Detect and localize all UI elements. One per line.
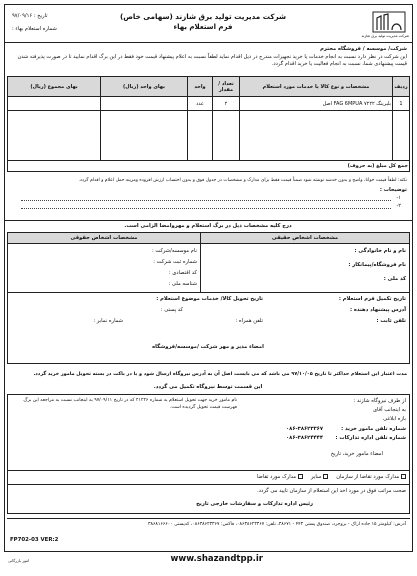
field-full-name: نام و نام خانوادگی :	[354, 248, 406, 254]
buyer-phone: ۰۸۶-۳۸۶۲۳۳۶۷	[286, 426, 323, 432]
document-options	[257, 474, 406, 481]
procurement-phone: ۰۸۶-۳۸۶۲۴۴۴۴	[286, 435, 323, 441]
divider	[4, 42, 413, 43]
plant-assignee: به اینجانب آقای	[372, 407, 406, 413]
field-fax: شماره نمابر :	[93, 318, 123, 324]
cell-total[interactable]	[8, 97, 101, 111]
intro-text: این شرکت در نظر دارد نسبت به انجام خدمات یا خرید تجهیزات مندرج در ذیل اقدام نماید لطفاً نسبت به اعلام پیشنهاد قیمت خود فقط در این برگ اقدام نمایید تا در صورت پذیرفته شدن قیمت پیشنهادی شما، نسبت به انجام فعالیت یا خرید اقدام گردد.	[17, 54, 407, 68]
real-persons-header: مشخصات اشخاص حقیقی	[200, 232, 410, 244]
cell-qty: ۲	[213, 97, 240, 111]
table-row	[8, 97, 410, 111]
website-watermark[interactable]: www.shazandtpp.ir	[170, 554, 263, 564]
field-national-id: کد ملی :	[383, 276, 406, 282]
field-mobile: تلفن همراه :	[235, 318, 263, 324]
col-unit: واحد	[188, 77, 213, 97]
col-total: بهای مجموع (ریال)	[8, 77, 101, 97]
department-signature: رئیس اداره تدارکات و سفارشات خارجی تاریخ	[196, 501, 313, 507]
plant-note: نام مامور خرید جهت تحویل استعلام به شماره ۲۱۲۲۶ که در تاریخ ۹۷/۰۹/۱۱ به اینجانب نسبت به مراجعه این برگ فهرست قیمت تحویل گردیده است.	[23, 398, 237, 410]
field-address: آدرس پیشنهاد دهنده :	[349, 307, 406, 313]
buyer-signature: امضاء مامور خرید، تاریخ	[330, 451, 383, 457]
buyer-phone-label: شماره تلفن مامور خرید :	[341, 426, 406, 432]
checkbox-2[interactable]	[323, 474, 328, 479]
divider	[7, 484, 410, 485]
plant-from: از طرف نیروگاه شازند :	[353, 398, 406, 404]
form-title: فرم استعلام بهاء	[173, 23, 233, 31]
explanation-1: ۱-	[396, 195, 401, 201]
date-label: تاریخ :	[33, 13, 48, 19]
divider	[7, 518, 410, 519]
logo-caption: شرکت مدیریت تولید برق شازند	[361, 34, 409, 38]
note-text: نکته: لطفاً قیمت خوانا، واضح و بدون خدشه نوشته شود ضمناً قیمت فقط برای مدارک و مشخصات در جدول فوق و بدون احتساب ارزش افزوده ومزینه حمل اعلام و اقدام گردد.	[78, 178, 407, 183]
date-field	[12, 13, 48, 20]
explanations-label: توضیحات :	[379, 187, 407, 193]
col-qty: تعداد / مقدار	[213, 77, 240, 97]
divider	[4, 220, 413, 221]
salutation: شرکت/ موسسه / فروشگاه محترم	[320, 46, 407, 52]
dotted-line	[21, 200, 391, 201]
receipt-confirmation: صحت مراتب فوق در مورد اخذ این استعلام از سازمان تایید می گردد.	[257, 488, 406, 494]
field-delivery-date: تاریخ تحویل کالا/ خدمات موضوع استعلام :	[156, 296, 263, 302]
cell-row: 1	[393, 97, 410, 111]
checkbox-1-label: مدارک مورد تقاضا از سازمان	[336, 474, 400, 480]
sum-row	[8, 161, 410, 172]
checkbox-3-label: مدارک مورد تقاضا	[256, 474, 297, 480]
cell-description: بلبرینگ FAG 6MPUA ۷۲۲۲ اصل	[240, 97, 393, 111]
legal-persons-header: مشخصات اشخاص حقوقی	[7, 232, 201, 244]
checkbox-2-label: سایر	[311, 474, 322, 480]
document-page	[4, 4, 413, 572]
signature-label: امضاء مدیر و مهر شرکت /موسسه/فروشگاه	[152, 344, 264, 350]
deadline-text: مدت اعتبار این استعلام حداکثر تا تاریخ ۹۷/۱۰/۰۵ می باشد که می بایست اصل آن به آدرس نیروگاه ارسال شود و یا در باکت در بسته تحویل مامور خرید گردد.	[33, 371, 407, 377]
col-row: ردیف	[393, 77, 410, 97]
divider	[7, 292, 410, 293]
field-phone: تلفن ثابت :	[376, 318, 406, 324]
field-shop-name: نام فروشگاه/پیمانکار :	[348, 262, 406, 268]
ref-number: شماره استعلام بهاء :	[12, 26, 57, 32]
col-description: مشخصات و نوع کالا یا خدمات مورد استعلام	[240, 77, 393, 97]
sum-label: جمع کل مبلغ (به حروف)	[8, 161, 410, 172]
contact-section-title: درج کلیه مشخصات ذیل در برگ استعلام و مهروامضا الزامی است.	[124, 223, 292, 229]
table-row	[8, 111, 410, 161]
field-completion-date: تاریخ تکمیل فرم استعلام :	[338, 296, 406, 302]
field-registration-number: شماره ثبت شرکت :	[153, 259, 197, 265]
field-economic-code: کد اقتصادی :	[168, 270, 197, 276]
plant-fill-note: این قسمت توسط نیروگاه تکمیل می گردد.	[153, 384, 263, 390]
cell-unit-price[interactable]	[101, 97, 188, 111]
items-table	[7, 76, 410, 172]
checkbox-1[interactable]	[401, 474, 406, 479]
date-value: ۹۷/۰۹/۱۶	[12, 13, 33, 19]
field-national-identifier: شناسه ملی :	[168, 281, 197, 287]
form-code: FP702-03 VER:2	[10, 537, 59, 543]
col-unit-price: بهای واحد (ریال)	[101, 77, 188, 97]
field-company-name: نام موسسه/شرکت :	[151, 248, 197, 254]
company-title: شرکت مدیریت تولید برق شازند (سهامی خاص)	[119, 12, 287, 21]
divider	[7, 470, 410, 471]
footer-address: آدرس: کیلومتر ۱۵ جاده اراک - بروجرد، صندوق پستی ۴۴۳ - ۳۸۶۷۱، تلفن: ۰۸۶۳۸۶۲۳۳۶۷، فاکس: ۰۸۶۳۸۶۲۳۳۶۷، کدپستی ۳۸۶۸۱۶۶۶۰۰	[148, 522, 406, 527]
procurement-phone-label: شماره تلفن اداره تدارکات :	[335, 435, 406, 441]
plant-period: بازه ابلاغی	[383, 416, 406, 422]
column-divider	[200, 244, 201, 292]
cell-unit: عدد	[188, 97, 213, 111]
dotted-line	[21, 208, 391, 209]
checkbox-3[interactable]	[298, 474, 303, 479]
bottom-note: امور بازرگانی	[8, 558, 30, 563]
explanation-2: ۲-	[396, 203, 401, 209]
field-postal-code: کد پستی :	[160, 307, 183, 313]
